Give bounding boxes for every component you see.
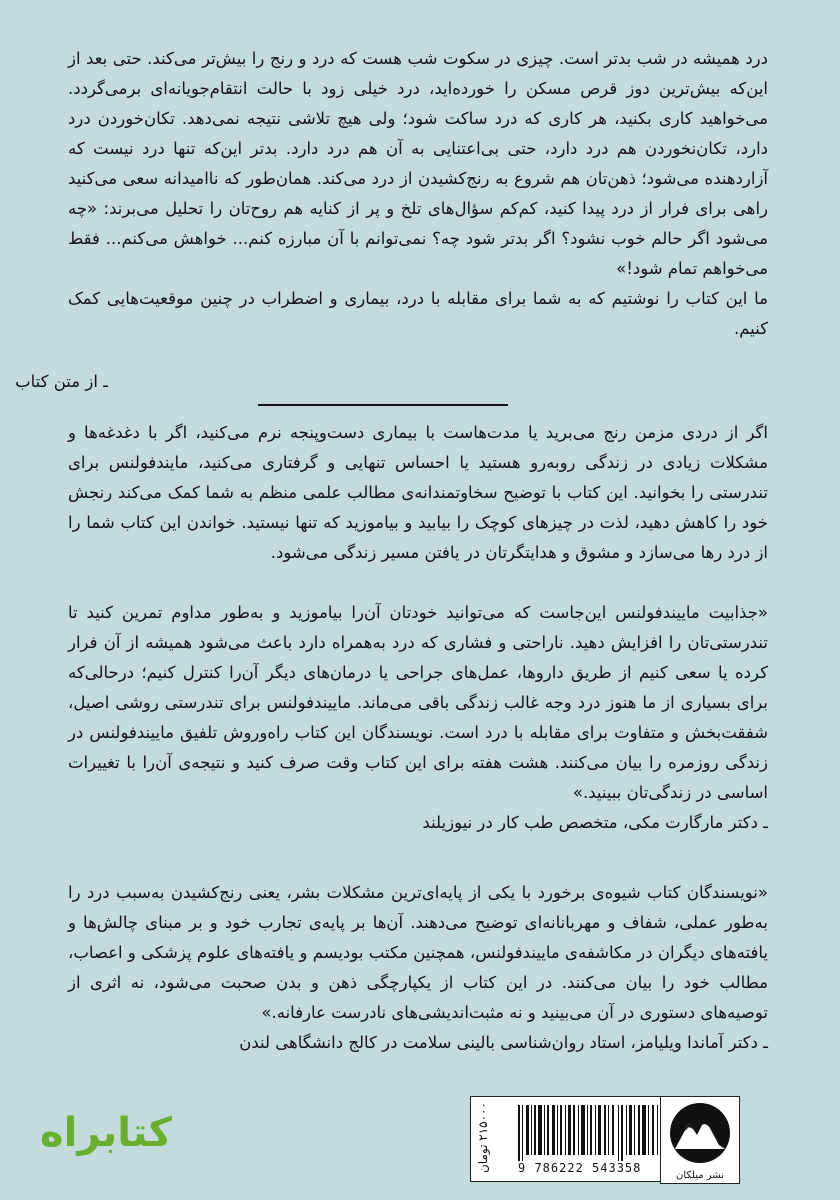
book-summary — [68, 418, 768, 568]
price-label: ۲۱۵۰۰۰ تومان — [476, 1102, 490, 1174]
mountains-icon — [661, 1097, 739, 1165]
endorsement-2 — [68, 878, 768, 1058]
endorsement-1-text: «جذابیت ماییندفولنس این‌جاست که می‌توانید خودتان آن‌را بیاموزید و به‌طور مداوم تمرین کنید تا تندرستی‌تان را افزایش دهید. ناراحتی و فشاری که درد به‌همراه دارد باعث می‌شود همیشه از آن فرار کرده یا سعی کنیم از طریق داروها، عمل‌های جراحی یا درمان‌های دیگر آن‌را کنترل کنیم؛ درحالی‌که برای بسیاری از ما هنوز درد وجه غالب زندگی باقی می‌ماند. ماییندفولنس برای تندرستی روشی اصیل، شفقت‌بخش و متفاوت برای مقابله با درد است. نویسندگان این کتاب راه‌وروش تلفیق ماییندفولنس در زندگی روزمره را بیان می‌کنند. هشت هفته برای این کتاب وقت صرف کنید و نتیجه‌ی آن‌را با تغییرات اساسی در زندگی‌تان ببینید.» — [68, 603, 768, 802]
ketabrah-wordmark: کتابراه — [40, 1110, 172, 1156]
book-excerpt — [68, 44, 768, 344]
endorsement-2-author: ـ دکتر آماندا ویلیامز، استاد روان‌شناسی بالینی سلامت در کالج دانشگاهی لندن — [239, 1033, 768, 1052]
publisher-logo — [660, 1096, 740, 1184]
section-divider — [258, 404, 508, 406]
ketabrah-logo — [40, 1102, 260, 1166]
endorsement-2-text: «نویسندگان کتاب شیوه‌ی برخورد با یکی از پایه‌ای‌ترین مشکلات بشر، یعنی رنج‌کشیدن به‌سبب درد را به‌طور عملی، شفاف و مهربانانه‌ای توضیح می‌دهند. آن‌ها بر پایه‌ی تجارب خود و بر مبنای چالش‌ها و یافته‌های دیگران در مکاشفه‌ی ماییندفولنس، همچنین مکتب بودیسم و یافته‌های علوم پزشکی و اعصاب، مطالب خود را بیان می‌کنند. در این کتاب از یکپارچگی ذهن و بدن صحبت می‌شود، نه اثری از توصیه‌های دستوری در آن می‌بینید و نه مثبت‌اندیشی‌های نادرست عارفانه.» — [68, 883, 768, 1022]
endorsement-1 — [68, 598, 768, 838]
summary-paragraph: اگر از دردی مزمن رنج می‌برید یا مدت‌هاست با بیماری دست‌وپنجه نرم می‌کنید، اگر با دغدغه‌ها و مشکلات زیادی در زندگی روبه‌رو هستید یا احساس تنهایی و گرفتاری می‌کنید، مایندفولنس برای تندرستی را بخوانید. این کتاب با توضیح سخاوتمندانه‌ی مطالب علمی منظم به شما کمک می‌کند رنجش خود را کاهش دهید، لذت در چیزهای کوچک را بیابید و بیاموزید که تنها نیستید. خواندن این کتاب شما را از درد رها می‌سازد و مشوق و هدایتگرتان در یافتن مسیر زندگی می‌شود. — [68, 423, 768, 562]
publisher-name: نشر میلکان — [676, 1170, 724, 1181]
excerpt-closing: ما این کتاب را نوشتیم که به شما برای مقابله با درد، بیماری و اضطراب در چنین موقعیت‌هایی کمک کنیم. — [68, 289, 768, 338]
excerpt-paragraph: درد همیشه در شب بدتر است. چیزی در سکوت شب هست که درد و رنج را بیش‌تر می‌کند. حتی بعد از این‌که بیش‌ترین دوز قرص مسکن را خورده‌اید، درد خیلی زود با حالت انتقام‌جویانه‌ای برمی‌گردد. می‌خواهید کاری بکنید، هر کاری که درد ساکت شود؛ ولی هیچ تلاشی نتیجه نمی‌دهد. تکان‌خوردن درد دارد، تکان‌نخوردن هم درد دارد، حتی بی‌اعتنایی به آن هم درد دارد. بدتر این‌که تنها درد نیست که آزاردهنده می‌شود؛ ذهن‌تان هم شروع به رنج‌کشیدن از درد می‌کند. همان‌طور که ناامیدانه سعی می‌کنید راهی برای فرار از درد پیدا کنید، کم‌کم سؤال‌های تلخ و پر از کنایه هم روح‌تان را تحلیل می‌برند: «چه می‌شود اگر حالم خوب نشود؟ اگر بدتر شود چه؟ نمی‌توانم با آن مبارزه کنم... خواهش می‌کنم... فقط می‌خواهم تمام شود!» — [68, 49, 768, 278]
isbn-number: 9 786222 543358 — [518, 1161, 642, 1175]
excerpt-source: ـ از متن کتاب — [15, 372, 108, 391]
endorsement-1-author: ـ دکتر مارگارت مکی، متخصص طب کار در نیوزیلند — [422, 813, 768, 832]
